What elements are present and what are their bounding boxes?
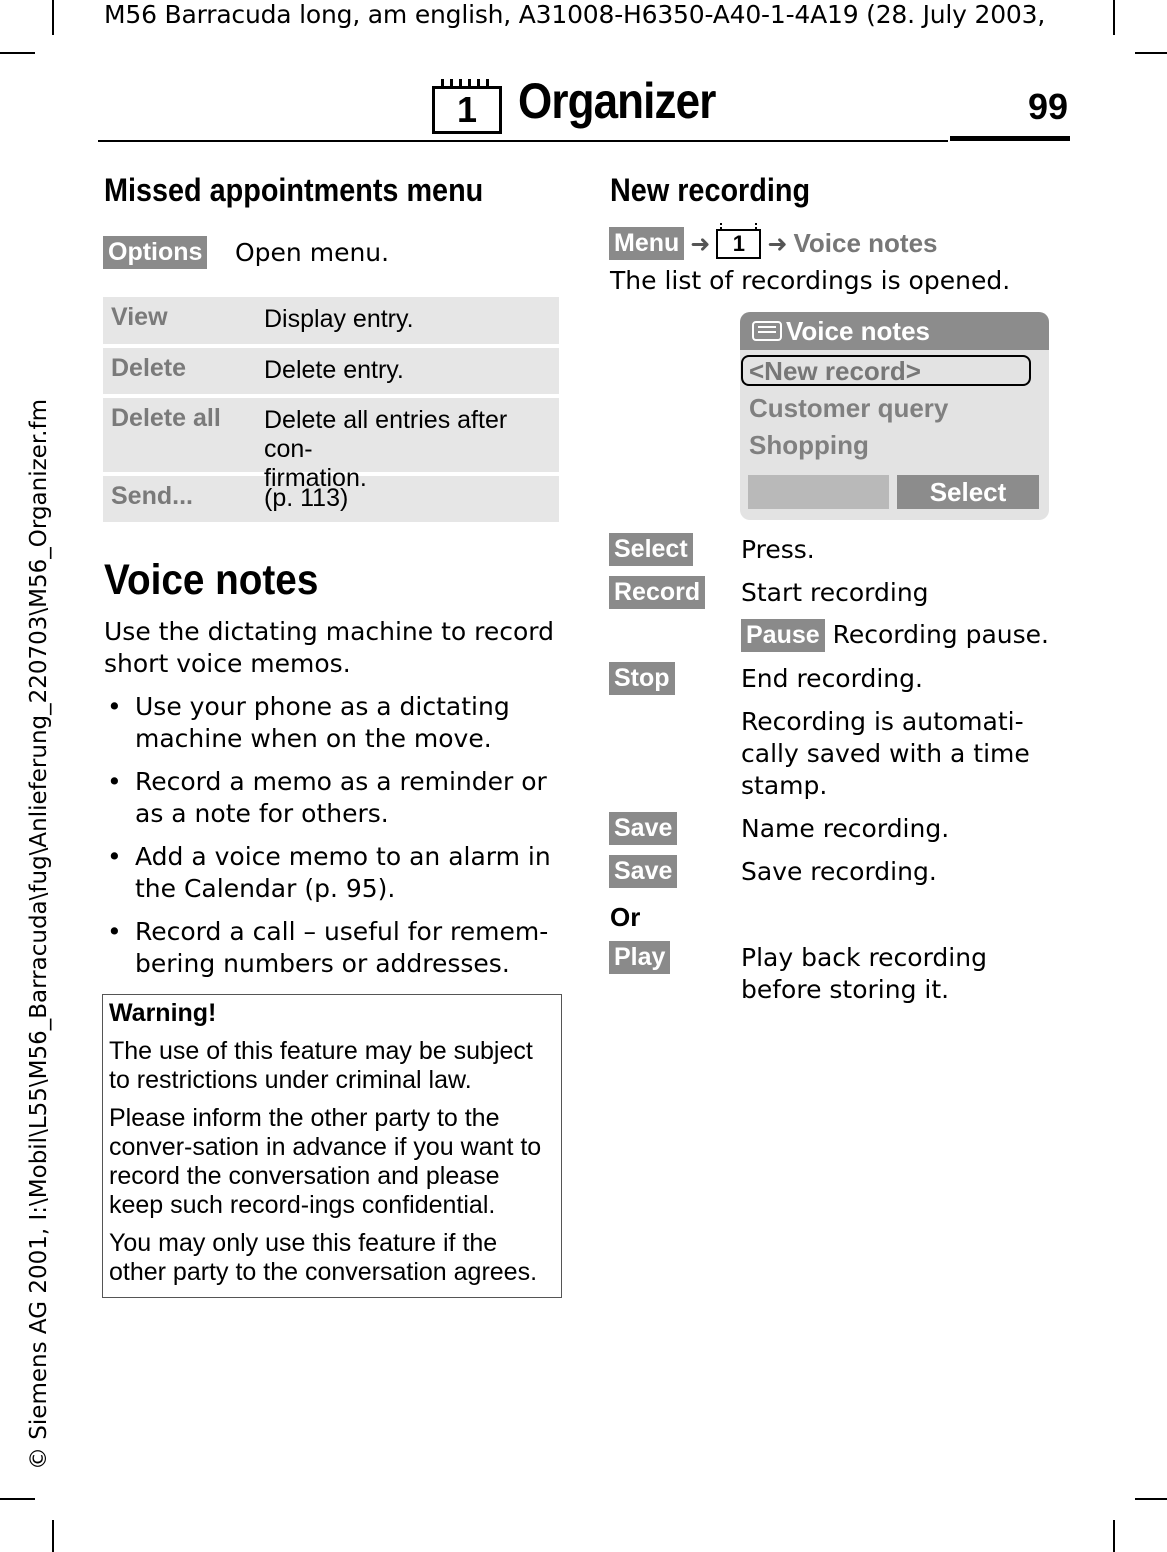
voice-notes-bullets <box>104 691 554 991</box>
step-desc: Recording is automati-cally saved with a time stamp. <box>741 707 1030 800</box>
key-label: Save <box>609 812 677 845</box>
crop-mark <box>1113 0 1115 35</box>
pause-step <box>741 619 1049 652</box>
page-number: 99 <box>1028 86 1069 127</box>
arrow-icon: ➜ <box>767 229 788 258</box>
list-item: • Record a memo as a reminder or as a note for others. <box>104 766 554 830</box>
save-softkey[interactable] <box>609 855 677 888</box>
new-recording-heading: New recording <box>610 172 811 208</box>
menu-row-send[interactable] <box>103 476 559 522</box>
pause-softkey[interactable]: Pause <box>741 619 825 652</box>
side-copyright-path: © Siemens AG 2001, I:\Mobil\L55\M56_Barracuda\fug\Anlieferung_220703\M56_Organizer.fm <box>26 399 52 1470</box>
menu-label: Send... <box>111 482 193 510</box>
crop-mark <box>52 1520 54 1552</box>
crop-mark <box>1135 52 1167 54</box>
chapter-title: Organizer <box>518 73 716 129</box>
list-item: • Record a call – useful for remem-bering numbers or addresses. <box>104 916 554 980</box>
step-desc: End recording. <box>741 664 923 693</box>
missed-menu-table <box>103 297 559 526</box>
crop-mark <box>0 52 35 54</box>
phone-display <box>740 312 1049 520</box>
header-rule-thick <box>950 136 1070 141</box>
menu-desc: Delete entry. <box>264 356 404 384</box>
menu-label: Delete <box>111 354 187 382</box>
menu-desc: (p. 113) <box>264 484 349 512</box>
key-label: Stop <box>609 662 675 695</box>
menu-label: View <box>111 303 168 331</box>
warning-box <box>102 994 562 1298</box>
menu-desc: Delete all entries after con- firmation. <box>264 406 508 492</box>
menu-desc: Display entry. <box>264 305 414 333</box>
step-desc: Save recording. <box>741 857 937 886</box>
menu-softkey[interactable]: Menu <box>609 227 684 260</box>
key-label: Play <box>609 941 670 974</box>
crop-mark <box>0 1498 35 1500</box>
running-header: M56 Barracuda long, am english, A31008-H6350-A40-1-4A19 (28. July 2003, <box>104 0 1046 29</box>
record-softkey[interactable] <box>609 576 705 609</box>
select-softkey[interactable] <box>609 533 693 566</box>
options-desc: Open menu. <box>235 238 390 267</box>
play-softkey[interactable] <box>609 941 670 974</box>
step-desc: Press. <box>741 535 815 564</box>
menu-label: Delete all <box>111 404 221 432</box>
menu-row-delete[interactable] <box>103 348 559 394</box>
phone-title-bar <box>740 312 1049 350</box>
crop-mark <box>1135 1498 1167 1500</box>
calendar-icon-digit: 1 <box>456 89 478 130</box>
options-key-label: Options <box>103 236 207 269</box>
key-label: Select <box>609 533 693 566</box>
warning-paragraph: You may only use this feature if the other party to the conversation agrees. <box>109 1229 538 1286</box>
path-desc: The list of recordings is opened. <box>610 266 1011 295</box>
or-label: Or <box>610 902 641 932</box>
menu-row-view[interactable] <box>103 297 559 344</box>
voice-notes-link[interactable]: Voice notes <box>793 228 938 258</box>
left-softkey[interactable] <box>748 475 889 509</box>
missed-appointments-heading: Missed appointments menu <box>104 172 484 208</box>
calendar-icon <box>432 86 502 134</box>
warning-title: Warning! <box>109 999 217 1027</box>
header-rule <box>98 140 948 142</box>
voice-notes-icon <box>752 321 782 341</box>
list-item-shopping[interactable]: Shopping <box>749 430 869 460</box>
arrow-icon: ➜ <box>690 229 711 258</box>
crop-mark <box>52 0 54 35</box>
menu-row-delete-all[interactable] <box>103 398 559 492</box>
calendar-small-digit: 1 <box>732 230 746 256</box>
step-desc: Name recording. <box>741 814 950 843</box>
warning-paragraph: The use of this feature may be subject to restrictions under criminal law. <box>109 1037 533 1094</box>
stop-softkey[interactable] <box>609 662 675 695</box>
list-item-new-record[interactable]: <New record> <box>749 356 921 386</box>
key-label: Record <box>609 576 705 609</box>
menu-path <box>609 227 938 260</box>
step-desc: Play back recording before storing it. <box>741 943 987 1004</box>
step-desc: Recording pause. <box>832 620 1049 649</box>
list-item-customer-query[interactable]: Customer query <box>749 393 949 423</box>
key-label: Save <box>609 855 677 888</box>
save-softkey[interactable] <box>609 812 677 845</box>
step-desc: Start recording <box>741 578 929 607</box>
voice-notes-heading: Voice notes <box>104 556 319 604</box>
warning-paragraph: Please inform the other party to the conver-sation in advance if you want to record the conversation and please keep such record-ings confidential. <box>109 1104 542 1219</box>
options-softkey[interactable] <box>103 236 207 269</box>
voice-notes-intro: Use the dictating machine to record short voice memos. <box>104 617 554 678</box>
calendar-small-icon[interactable] <box>716 229 761 259</box>
crop-mark <box>1113 1520 1115 1552</box>
phone-title: Voice notes <box>786 316 931 346</box>
list-item: • Add a voice memo to an alarm in the Calendar (p. 95). <box>104 841 554 905</box>
list-item: • Use your phone as a dictating machine when on the move. <box>104 691 554 755</box>
select-softkey[interactable]: Select <box>897 475 1039 509</box>
